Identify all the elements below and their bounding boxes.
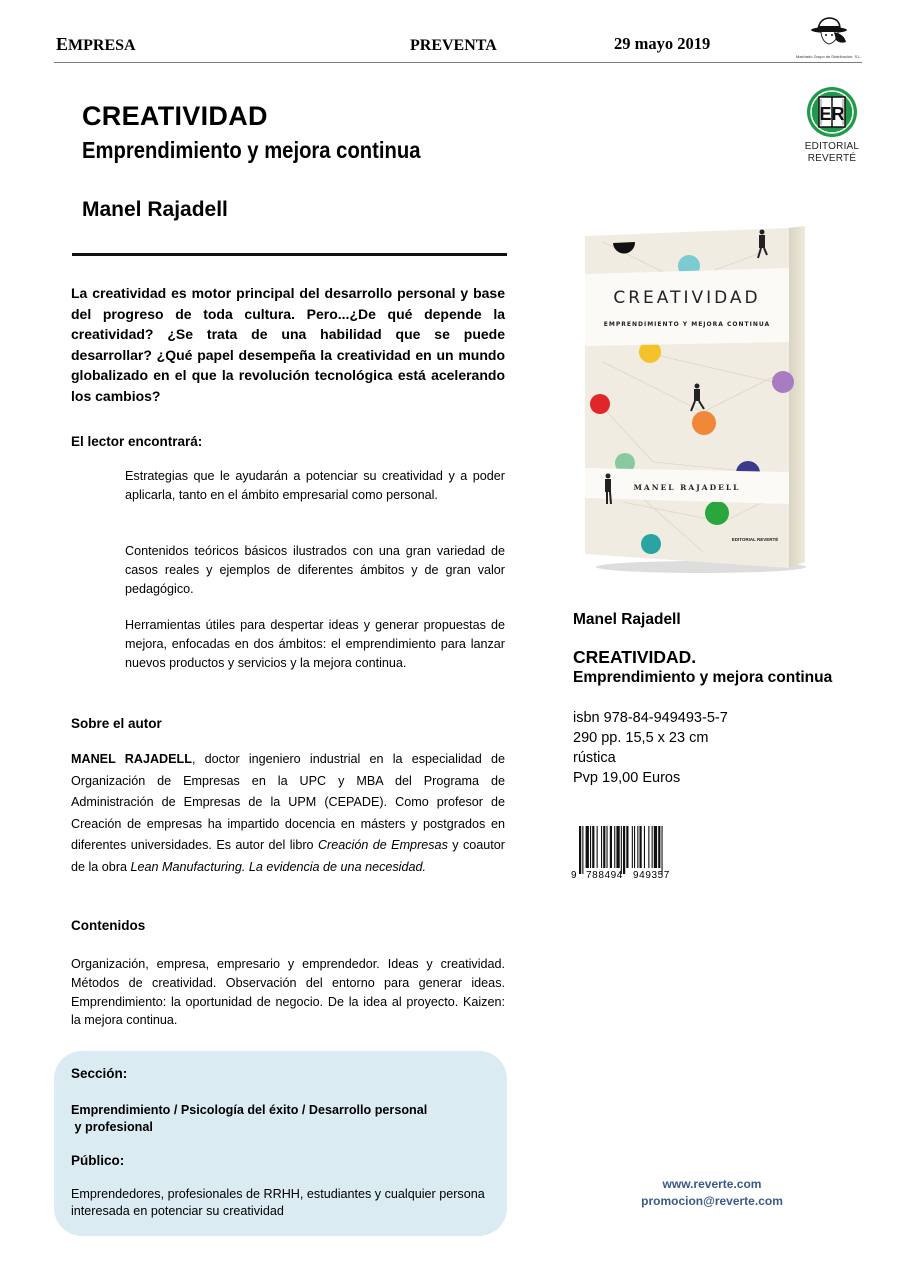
distributor-logo [796, 14, 862, 60]
distributor-caption: Machado Grupo de Distribución, S.L. [796, 54, 862, 59]
publisher-logo [806, 86, 858, 138]
author-bio-text: y coautor de la obra [71, 838, 505, 874]
details-isbn: isbn 978-84-949493-5-7 [573, 710, 728, 726]
er-initials: ER [819, 104, 845, 124]
intro-paragraph: La creatividad es motor principal del desarrollo personal y base del progreso de toda cultura. Pero...¿De qué depende la creatividad? ¿Se trata de una habilidad que se puede desarrollar? ¿Qué papel desempeña la creatividad en un mundo globalizado en el que la revolución tecnológica está acelerando los cambios? [71, 285, 505, 404]
book-title: CREATIVIDAD [82, 101, 268, 131]
barcode [569, 824, 691, 880]
reader-item: Estrategias que le ayudarán a potenciar su creatividad y a poder aplicarla, tanto en el ámbito empresarial como personal. [125, 469, 505, 502]
audience-heading: Público: [71, 1153, 125, 1168]
details-pages-size: 290 pp. 15,5 x 23 cm [573, 730, 709, 746]
company-label-initial: E [56, 34, 69, 54]
about-author-heading: Sobre el autor [71, 716, 162, 731]
cover-subtitle: EMPRENDIMIENTO Y MEJORA CONTINUA [603, 321, 771, 328]
author-bio-name: MANEL RAJADELL [71, 752, 192, 766]
website-link[interactable]: www.reverte.com [662, 1177, 762, 1191]
section-values-line1: Emprendimiento / Psicología del éxito / Desarrollo personal [71, 1103, 428, 1117]
section-values [71, 1102, 491, 1136]
details-author: Manel Rajadell [573, 611, 681, 628]
reader-heading: El lector encontrará: [71, 434, 203, 449]
details-subtitle: Emprendimiento y mejora continua [573, 669, 833, 686]
details-title [573, 647, 696, 668]
reader-item: Herramientas útiles para despertar ideas y generar propuestas de mejora, enfocadas en dos ámbitos: el emprendimiento para lanzar nuevos productos y servicios y la mejora continua. [125, 618, 505, 670]
cover-title: CREATIVIDAD [613, 288, 761, 308]
publisher-caption-line1: EDITORIAL [804, 141, 860, 152]
title-divider [72, 253, 507, 256]
contents-heading: Contenidos [71, 918, 146, 933]
book-cover-image [583, 222, 811, 577]
section-heading: Sección: [71, 1066, 128, 1081]
cover-publisher: EDITORIAL REVERTÉ [731, 537, 779, 542]
author-bio-book: Lean Manufacturing. La evidencia de una necesidad. [130, 859, 426, 874]
barcode-bars-icon [569, 824, 691, 880]
publisher-caption [796, 141, 868, 165]
details-price: Pvp 19,00 Euros [573, 770, 681, 786]
barcode-digit: 9 [571, 870, 577, 880]
hat-man-icon [796, 14, 862, 54]
book-author: Manel Rajadell [82, 198, 228, 221]
details-title-text: CREATIVIDAD [573, 647, 692, 667]
barcode-group1: 788494 [586, 870, 623, 880]
author-bio-text: , doctor ingeniero industrial en la especialidad de Organización de Empresas en la UPC y MBA del Programa de Administración de Empresas de la UPM (CEPADE). Como profesor de Creación de empresas ha impartido docencia en másters y postgrados en diferentes universidades. Es autor del libro [71, 752, 505, 852]
info-box [54, 1051, 507, 1236]
er-book-icon [806, 86, 858, 138]
book-subtitle: Emprendimiento y mejora continua [82, 137, 421, 163]
contents-text: Organización, empresa, empresario y emprendedor. Ideas y creatividad. Métodos de creatividad. Observación del entorno para generar ideas. Emprendimiento: la oportunidad de negocio. De la idea al proyecto. Kaizen: la mejora continua. [71, 957, 505, 1028]
barcode-group2: 949357 [633, 870, 670, 880]
audience-text: Emprendedores, profesionales de RRHH, estudiantes y cualquier persona interesada en potenciar su creatividad [71, 1187, 485, 1218]
section-label: PREVENTA [410, 37, 497, 54]
date-label: 29 mayo 2019 [614, 34, 711, 53]
cover-author: MANEL RAJADELL [633, 483, 741, 492]
header-divider [54, 62, 862, 63]
reader-item: Contenidos teóricos básicos ilustrados con una gran variedad de casos reales y ejemplos de diferentes ámbitos y de gran valor pedagógico. [125, 544, 505, 596]
company-label [56, 34, 136, 55]
company-label-rest: MPRESA [68, 37, 136, 54]
details-binding: rústica [573, 750, 616, 766]
details-title-suffix: . [691, 647, 697, 667]
publisher-caption-line2: REVERTÉ [807, 153, 857, 164]
email-link[interactable]: promocion@reverte.com [641, 1194, 783, 1208]
author-bio-book: Creación de Empresas [317, 838, 448, 852]
section-values-line2: y profesional [71, 1120, 153, 1134]
author-bio [71, 749, 505, 878]
